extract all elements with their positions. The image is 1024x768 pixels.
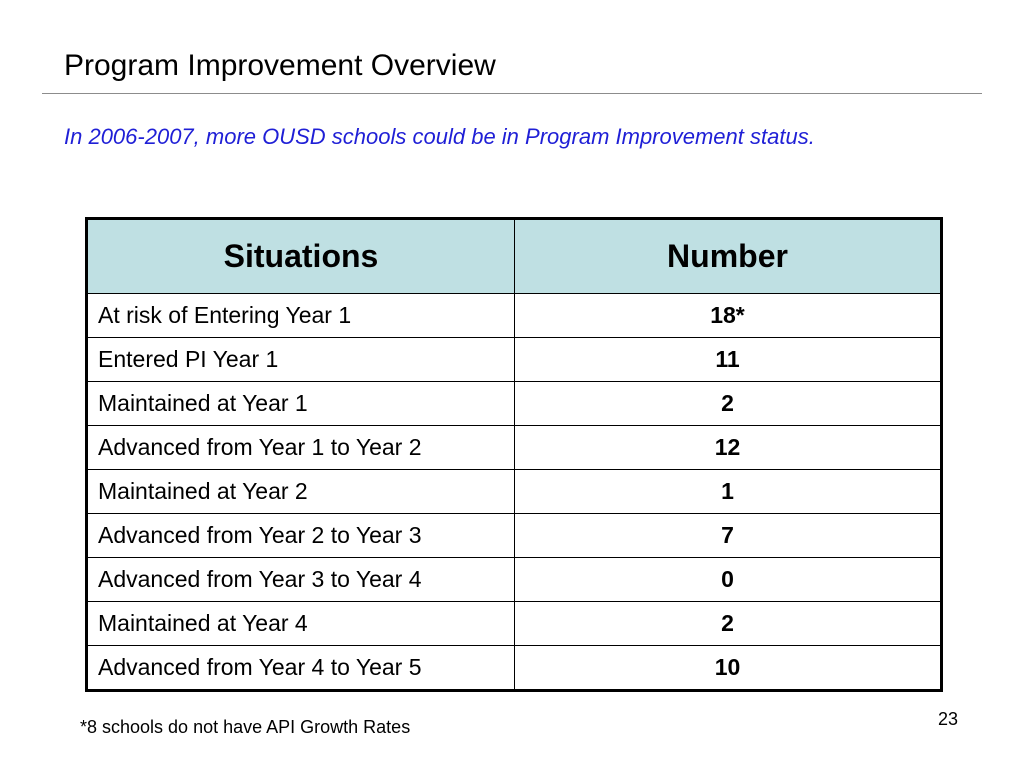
program-improvement-table [85,217,943,692]
situation-cell: Maintained at Year 1 [87,382,515,426]
table-row [87,426,942,470]
number-cell: 0 [515,558,942,602]
number-cell: 12 [515,426,942,470]
situation-cell: At risk of Entering Year 1 [87,294,515,338]
table-row [87,646,942,691]
table-header-row [87,219,942,294]
table-row [87,338,942,382]
number-cell: 7 [515,514,942,558]
table-row [87,602,942,646]
title-divider [42,93,982,94]
situation-cell: Advanced from Year 4 to Year 5 [87,646,515,691]
footnote: *8 schools do not have API Growth Rates [80,717,411,737]
table-row [87,294,942,338]
situation-cell: Maintained at Year 2 [87,470,515,514]
situation-cell: Advanced from Year 2 to Year 3 [87,514,515,558]
table-row [87,382,942,426]
table-row [87,470,942,514]
table-row [87,514,942,558]
situation-cell: Entered PI Year 1 [87,338,515,382]
header-situations: Situations [87,219,515,294]
situation-cell: Advanced from Year 1 to Year 2 [87,426,515,470]
number-cell: 1 [515,470,942,514]
number-cell: 11 [515,338,942,382]
situation-cell: Advanced from Year 3 to Year 4 [87,558,515,602]
table-row [87,558,942,602]
number-cell: 10 [515,646,942,691]
page-number: 23 [938,709,959,729]
situation-cell: Maintained at Year 4 [87,602,515,646]
number-cell: 18* [515,294,942,338]
number-cell: 2 [515,602,942,646]
slide-subtitle: In 2006-2007, more OUSD schools could be in Program Improvement status. [64,124,815,149]
header-number: Number [515,219,942,294]
slide-title: Program Improvement Overview [64,49,496,82]
number-cell: 2 [515,382,942,426]
